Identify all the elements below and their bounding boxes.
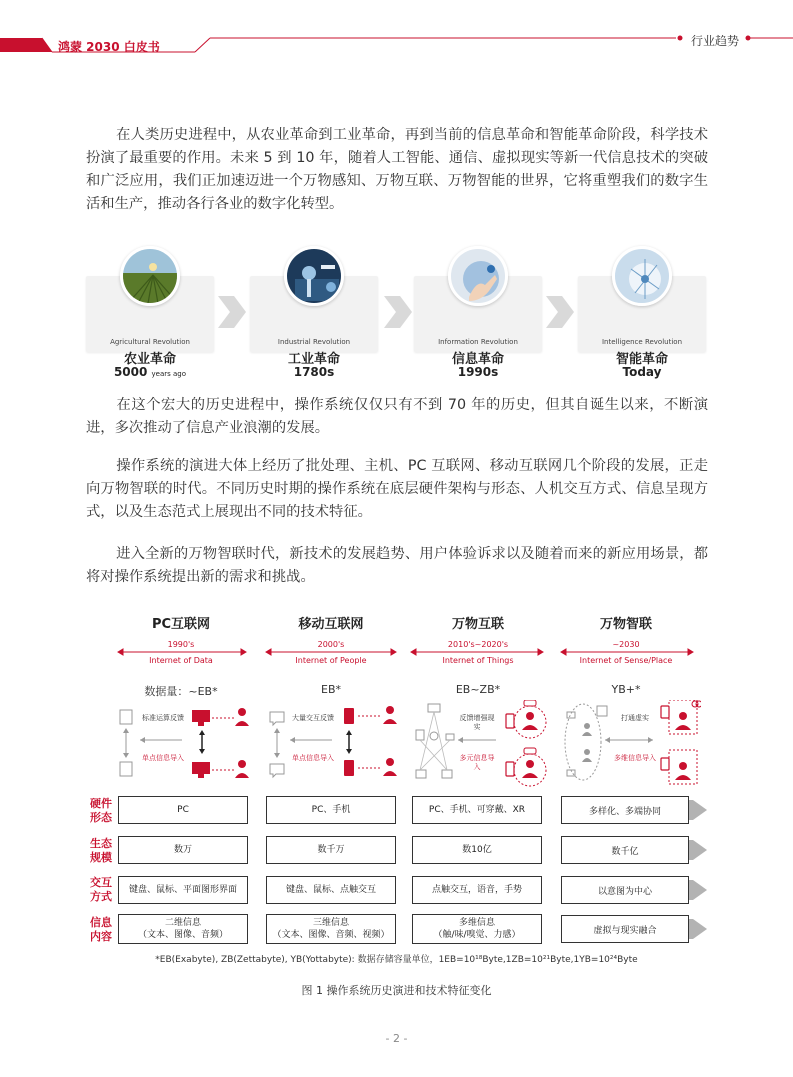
- cell-ecosystem-iot: 数10亿: [412, 836, 542, 864]
- row-label-hardware: 硬件形态: [90, 797, 112, 824]
- revolution-year: 5000 years ago: [113, 365, 187, 379]
- data-volume: EB~ZB*: [455, 683, 501, 696]
- paragraph-intro: [86, 124, 708, 216]
- figure-footnote: *EB(Exabyte), ZB(Zettabyte), YB(Yottabyte): 数据存储容量单位，1EB=10¹⁸Byte,1ZB=10²¹Byte,1YB=10²⁴Byte: [155, 955, 638, 965]
- column-title: 移动互联网: [298, 617, 364, 632]
- cell-interaction-mobile: 键盘、鼠标、点触交互: [266, 876, 396, 904]
- revolution-card-agricultural: [86, 246, 214, 379]
- arrow-right-icon: [384, 296, 412, 328]
- factory-robot-image: [284, 246, 344, 306]
- row-label-information: 信息内容: [90, 916, 112, 943]
- column-era: ~2030: [612, 640, 640, 649]
- diagram-bottom-text: 多维信息导入: [614, 754, 656, 762]
- page-number: - 2 -: [385, 1032, 408, 1045]
- revolution-zh-label: 信息革命: [451, 352, 504, 367]
- diagram-intelligent-connectivity: [561, 700, 701, 788]
- paragraph-text: 在这个宏大的历史进程中，操作系统仅仅只有不到 70 年的历史，但其自诞生以来，不断演进，多次推动了信息产业浪潮的发展。: [86, 397, 708, 436]
- cell-information-pc: 二维信息 （文本、图像、音频）: [118, 914, 248, 944]
- paragraph-new-era: [86, 543, 708, 589]
- diagram-bottom-text: 单点信息导入: [142, 754, 184, 762]
- column-subtitle: Internet of Data: [149, 656, 213, 665]
- cell-information-iot: 多维信息 （触/味/嗅觉、力感）: [412, 914, 542, 944]
- revolution-year: 1990s: [457, 365, 499, 379]
- paragraph-text: 操作系统的演进大体上经历了批处理、主机、PC 互联网、移动互联网几个阶段的发展，正走向万物智联的时代。不同历史时期的操作系统在底层硬件架构与形态、人机交互方式、信息呈现方式，以及生态范式上展现出不同的技术特征。: [86, 458, 708, 520]
- paragraph-os-history: [86, 394, 708, 440]
- revolution-en-label: Intelligence Revolution: [601, 338, 683, 346]
- paragraph-os-evolution: [86, 455, 708, 524]
- cell-hardware-pc: PC: [118, 796, 248, 824]
- farm-field-image: [120, 246, 180, 306]
- digital-hand-image: [448, 246, 508, 306]
- diagram-bottom-text: 单点信息导入: [292, 754, 334, 762]
- page-header: [0, 0, 793, 60]
- figure-caption: 图 1 操作系统历史演进和技术特征变化: [301, 984, 492, 997]
- cell-interaction-iot: 点触交互，语音，手势: [412, 876, 542, 904]
- column-subtitle: Internet of Things: [442, 656, 514, 665]
- row-label-ecosystem: 生态规模: [90, 837, 112, 864]
- diagram-bottom-text: 多元信息导入: [459, 754, 495, 771]
- diagram-mobile-internet: [266, 700, 406, 788]
- cell-hardware-smart: 多样化、多端协同: [561, 796, 707, 824]
- revolution-en-label: Information Revolution: [438, 338, 518, 346]
- cell-ecosystem-pc: 数万: [118, 836, 248, 864]
- data-volume: 数据量：~EB*: [144, 685, 218, 698]
- column-title: PC互联网: [151, 617, 211, 632]
- revolution-year: Today: [622, 365, 662, 379]
- paragraph-text: 进入全新的万物智联时代，新技术的发展趋势、用户体验诉求以及随着而来的新应用场景，都将对操作系统提出新的需求和挑战。: [86, 546, 708, 585]
- data-volume: EB*: [321, 683, 341, 696]
- column-era: 2010's~2020's: [447, 640, 509, 649]
- cell-information-mobile: 三维信息 （文本、图像、音频、视频）: [266, 914, 396, 944]
- revolution-card-industrial: [250, 246, 378, 379]
- cell-hardware-iot: PC、手机、可穿戴、XR: [412, 796, 542, 824]
- diagram-internet-of-things: [412, 700, 552, 788]
- ai-network-image: [612, 246, 672, 306]
- revolution-en-label: Industrial Revolution: [277, 338, 351, 346]
- paragraph-text: 在人类历史进程中，从农业革命到工业革命，再到当前的信息革命和智能革命阶段，科学技术扮演了最重要的作用。未来 5 到 10 年，随着人工智能、通信、虚拟现实等新一代信息技术的突破和广泛应用，我们正加速迈进一个万物感知、万物互联、万物智能的世界，它将重塑我们的数字生活和生产，推动各行各业的数字化转型。: [86, 127, 708, 212]
- column-era: 1990's: [167, 640, 195, 649]
- column-subtitle: Internet of People: [295, 656, 367, 665]
- revolution-zh-label: 智能革命: [615, 352, 668, 367]
- cell-interaction-smart: 以意图为中心: [561, 876, 707, 904]
- cell-ecosystem-smart: 数千亿: [561, 836, 707, 864]
- diagram-top-text: 标准运算反馈: [142, 714, 184, 722]
- diagram-top-text: 打通虚实: [621, 714, 649, 722]
- revolution-zh-label: 工业革命: [287, 352, 340, 367]
- arrow-right-icon: [218, 296, 246, 328]
- section-label: 行业趋势: [690, 34, 739, 48]
- revolution-en-label: Agricultural Revolution: [110, 338, 190, 346]
- cell-ecosystem-mobile: 数千万: [266, 836, 396, 864]
- diagram-top-text: 大量交互反馈: [292, 714, 334, 722]
- revolution-year: 1780s: [293, 365, 335, 379]
- revolution-card-information: [414, 246, 542, 379]
- diagram-top-text: 反馈增强现实: [459, 714, 495, 731]
- data-volume: YB+*: [611, 683, 641, 696]
- arrow-right-icon: [546, 296, 574, 328]
- column-era: 2000's: [317, 640, 345, 649]
- document-title: 鸿蒙 2030 白皮书: [58, 40, 160, 54]
- revolution-card-intelligence: [578, 246, 706, 379]
- row-label-interaction: 交互方式: [90, 876, 112, 903]
- column-title: 万物智联: [599, 617, 652, 632]
- column-subtitle: Internet of Sense/Place: [579, 656, 673, 665]
- diagram-pc-internet: [116, 700, 256, 788]
- column-title: 万物互联: [451, 617, 504, 632]
- cell-hardware-mobile: PC、手机: [266, 796, 396, 824]
- cell-information-smart: 虚拟与现实融合: [561, 915, 707, 943]
- cell-interaction-pc: 键盘、鼠标、平面图形界面: [118, 876, 248, 904]
- revolution-zh-label: 农业革命: [123, 352, 176, 367]
